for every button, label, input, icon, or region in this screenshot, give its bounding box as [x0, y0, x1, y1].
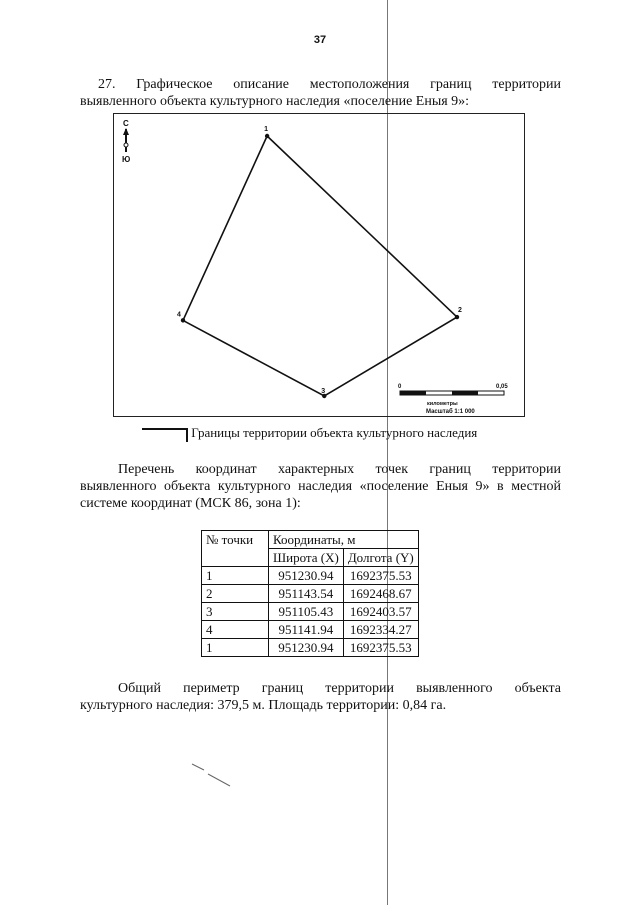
scale-bar [398, 384, 508, 415]
heading-word: границ [430, 77, 472, 92]
compass-north-label: С [123, 119, 129, 128]
cell-latitude: 951230.94 [269, 567, 344, 585]
intro-word: выявленного [80, 479, 157, 494]
summary-line1 [80, 680, 561, 697]
intro-word: границ [429, 462, 471, 477]
boundary-point-label: 2 [458, 307, 462, 315]
heading-word: местоположения [309, 77, 410, 92]
intro-word: точек [375, 462, 409, 477]
table-row [202, 621, 419, 639]
legend-text: Границы территории объекта культурного наследия [191, 425, 478, 440]
cell-longitude: 1692375.53 [343, 639, 418, 657]
summary-word: объекта [514, 681, 561, 696]
summary-word: периметр [183, 681, 240, 696]
section-heading [80, 76, 561, 110]
summary-word: границ [261, 681, 304, 696]
cell-point: 2 [202, 585, 269, 603]
map-canvas [114, 114, 526, 418]
intro-word: наследия [298, 479, 353, 494]
summary-word: Общий [118, 681, 161, 696]
cell-point: 1 [202, 639, 269, 657]
boundary-point-label: 1 [264, 126, 269, 133]
boundary-point-label: 4 [177, 311, 181, 319]
cell-latitude: 951143.54 [269, 585, 344, 603]
cell-latitude: 951230.94 [269, 639, 344, 657]
heading-word: Графическое [136, 77, 213, 92]
heading-word: территории [492, 77, 561, 92]
coords-intro-line3: системе координат (МСК 86, зона 1): [80, 496, 301, 511]
table-row [202, 567, 419, 585]
compass-south-label: Ю [122, 155, 131, 164]
scale-unit-label: километры [427, 401, 458, 407]
boundary-legend-icon [142, 428, 188, 440]
page-number: 37 [313, 34, 327, 46]
map-legend [142, 425, 477, 441]
header-point-number: № точки [202, 531, 269, 567]
boundary-point-label: 3 [321, 388, 326, 395]
intro-word: в [497, 479, 504, 494]
table-row [202, 585, 419, 603]
boundary-points [177, 126, 462, 398]
cell-latitude: 951141.94 [269, 621, 344, 639]
cell-point: 3 [202, 603, 269, 621]
cell-point: 4 [202, 621, 269, 639]
intro-word: объекта [164, 479, 211, 494]
cell-latitude: 951105.43 [269, 603, 344, 621]
header-longitude: Долгота (Y) [343, 549, 418, 567]
cell-longitude: 1692334.27 [343, 621, 418, 639]
header-coordinates: Координаты, м [269, 531, 419, 549]
boundary-map [113, 113, 525, 417]
scan-smudge [190, 760, 250, 790]
table-row [202, 603, 419, 621]
coordinates-table [201, 530, 419, 657]
section-number: 27. [98, 77, 116, 92]
intro-word: культурного [217, 479, 291, 494]
cell-longitude: 1692468.67 [343, 585, 418, 603]
heading-word: описание [233, 77, 290, 92]
intro-word: территории [492, 462, 561, 477]
intro-word: характерных [278, 462, 355, 477]
cell-point: 1 [202, 567, 269, 585]
scale-end-label: 0,05 [496, 384, 508, 390]
summary-line2: культурного наследия: 379,5 м. Площадь территории: 0,84 га. [80, 698, 447, 713]
table-row [202, 639, 419, 657]
cell-longitude: 1692375.53 [343, 567, 418, 585]
boundary-point-2 [455, 315, 459, 319]
summary-word: территории [325, 681, 394, 696]
cell-longitude: 1692403.57 [343, 603, 418, 621]
boundary-point-1 [265, 134, 269, 138]
scale-ratio-label: Масштаб 1:1 000 [426, 409, 475, 415]
section-heading-line1 [80, 76, 561, 93]
intro-word: Перечень [118, 462, 175, 477]
summary-word: выявленного [416, 681, 493, 696]
intro-word: «поселение [359, 479, 429, 494]
coords-intro [80, 461, 561, 512]
intro-word: координат [195, 462, 257, 477]
coords-intro-line1 [80, 461, 561, 478]
intro-word: местной [511, 479, 561, 494]
summary [80, 680, 561, 714]
boundary-point-4 [181, 318, 185, 322]
table-header-row [202, 531, 419, 549]
section-heading-line2: выявленного объекта культурного наследия «поселение Еныя 9»: [80, 94, 470, 109]
intro-word: Еныя [436, 479, 468, 494]
header-latitude: Широта (X) [269, 549, 344, 567]
territory-boundary [183, 136, 457, 396]
intro-word: 9» [475, 479, 490, 494]
north-arrow-icon [122, 119, 130, 164]
scale-start-label: 0 [398, 384, 402, 390]
coords-intro-line2 [80, 478, 561, 495]
